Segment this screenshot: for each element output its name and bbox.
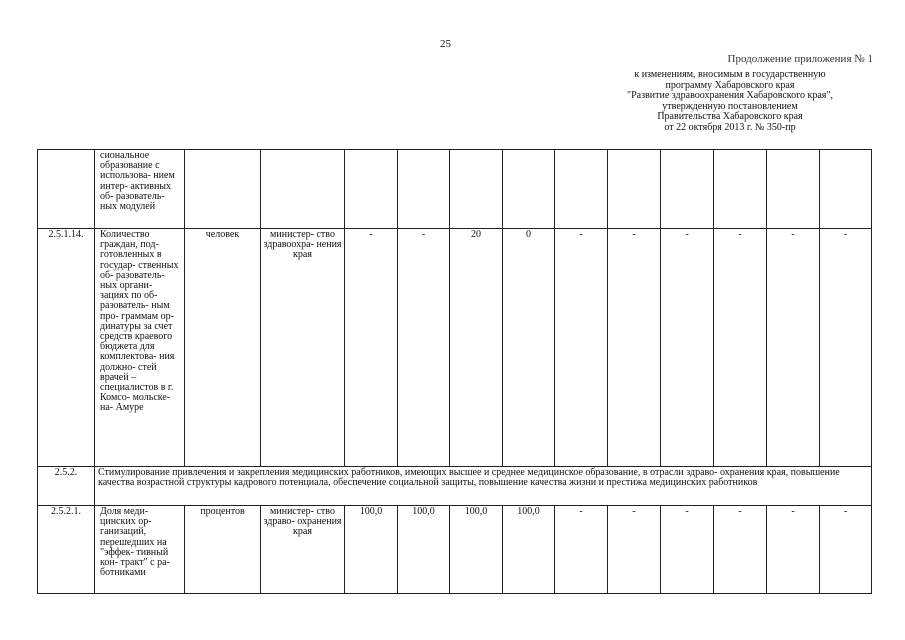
value-cell: 100,0: [503, 506, 555, 594]
appendix-line: к изменениям, вносимым в государственную: [634, 69, 826, 80]
value-cell: -: [661, 506, 714, 594]
executor-cell: министер- ство здравоохра- нения края: [261, 229, 345, 467]
value-cell: [608, 150, 661, 229]
value-cell: [503, 150, 555, 229]
value-cell: -: [820, 506, 872, 594]
unit-cell: человек: [185, 229, 261, 467]
value-cell: -: [714, 506, 767, 594]
value-cell: [661, 150, 714, 229]
value-cell: -: [345, 229, 398, 467]
executor-cell: министер- ство здраво- охранения края: [261, 506, 345, 594]
value-cell: -: [767, 229, 820, 467]
indicators-table: [37, 149, 872, 594]
indicator-name: сиональное образование с использова- нием интер- активных об- разователь- ных модулей: [95, 150, 185, 229]
value-cell: 0: [503, 229, 555, 467]
table-row: [38, 506, 872, 594]
row-number: [38, 150, 95, 229]
row-number: 2.5.1.14.: [38, 229, 95, 467]
table-row: [38, 229, 872, 467]
appendix-subtitle: [585, 70, 875, 134]
value-cell: [714, 150, 767, 229]
value-cell: -: [398, 229, 450, 467]
unit-cell: [185, 150, 261, 229]
row-number: 2.5.2.: [38, 467, 95, 506]
appendix-line: Правительства Хабаровского края: [657, 111, 803, 123]
section-title: Стимулирование привлечения и закрепления медицинских работников, имеющих высшее и среднее медицинское образование, в отрасли здраво- охранения края, повышение качества возрастной структуры кадрового потенциала, обеспечение социальной защиты, повышение качества жизни и престижа медицинских работников: [95, 467, 872, 506]
indicator-name: Доля меди- цинских ор- ганизаций, перешедших на "эффек- тивный кон- тракт" с ра- ботниками: [95, 506, 185, 594]
appendix-line: программу Хабаровского края: [665, 79, 795, 91]
value-cell: -: [661, 229, 714, 467]
value-cell: [555, 150, 608, 229]
value-cell: -: [555, 229, 608, 467]
appendix-title: Продолжение приложения № 1: [727, 53, 873, 65]
table-row: [38, 467, 872, 506]
appendix-line: утвержденную постановлением: [662, 100, 798, 112]
value-cell: 100,0: [450, 506, 503, 594]
value-cell: 100,0: [398, 506, 450, 594]
value-cell: -: [820, 229, 872, 467]
unit-cell: процентов: [185, 506, 261, 594]
indicator-name: Количество граждан, под- готовленных в государ- ственных об- разователь- ных органи- зациях по об- разователь- ным про- граммам ор- динатуры за счет средств краевого бюджета для комплектова- ния должно- стей врачей – специалистов в г. Комсо- мольске-на- Амуре: [95, 229, 185, 467]
value-cell: [820, 150, 872, 229]
value-cell: [450, 150, 503, 229]
value-cell: -: [767, 506, 820, 594]
value-cell: -: [714, 229, 767, 467]
value-cell: [398, 150, 450, 229]
value-cell: -: [608, 506, 661, 594]
value-cell: 100,0: [345, 506, 398, 594]
appendix-line: "Развитие здравоохранения Хабаровского края",: [627, 90, 833, 102]
value-cell: 20: [450, 229, 503, 467]
page-number: 25: [440, 38, 451, 50]
executor-cell: [261, 150, 345, 229]
value-cell: [767, 150, 820, 229]
appendix-line: от 22 октября 2013 г. № 350-пр: [664, 121, 796, 133]
value-cell: [345, 150, 398, 229]
value-cell: -: [555, 506, 608, 594]
table-row: [38, 150, 872, 229]
row-number: 2.5.2.1.: [38, 506, 95, 594]
value-cell: -: [608, 229, 661, 467]
